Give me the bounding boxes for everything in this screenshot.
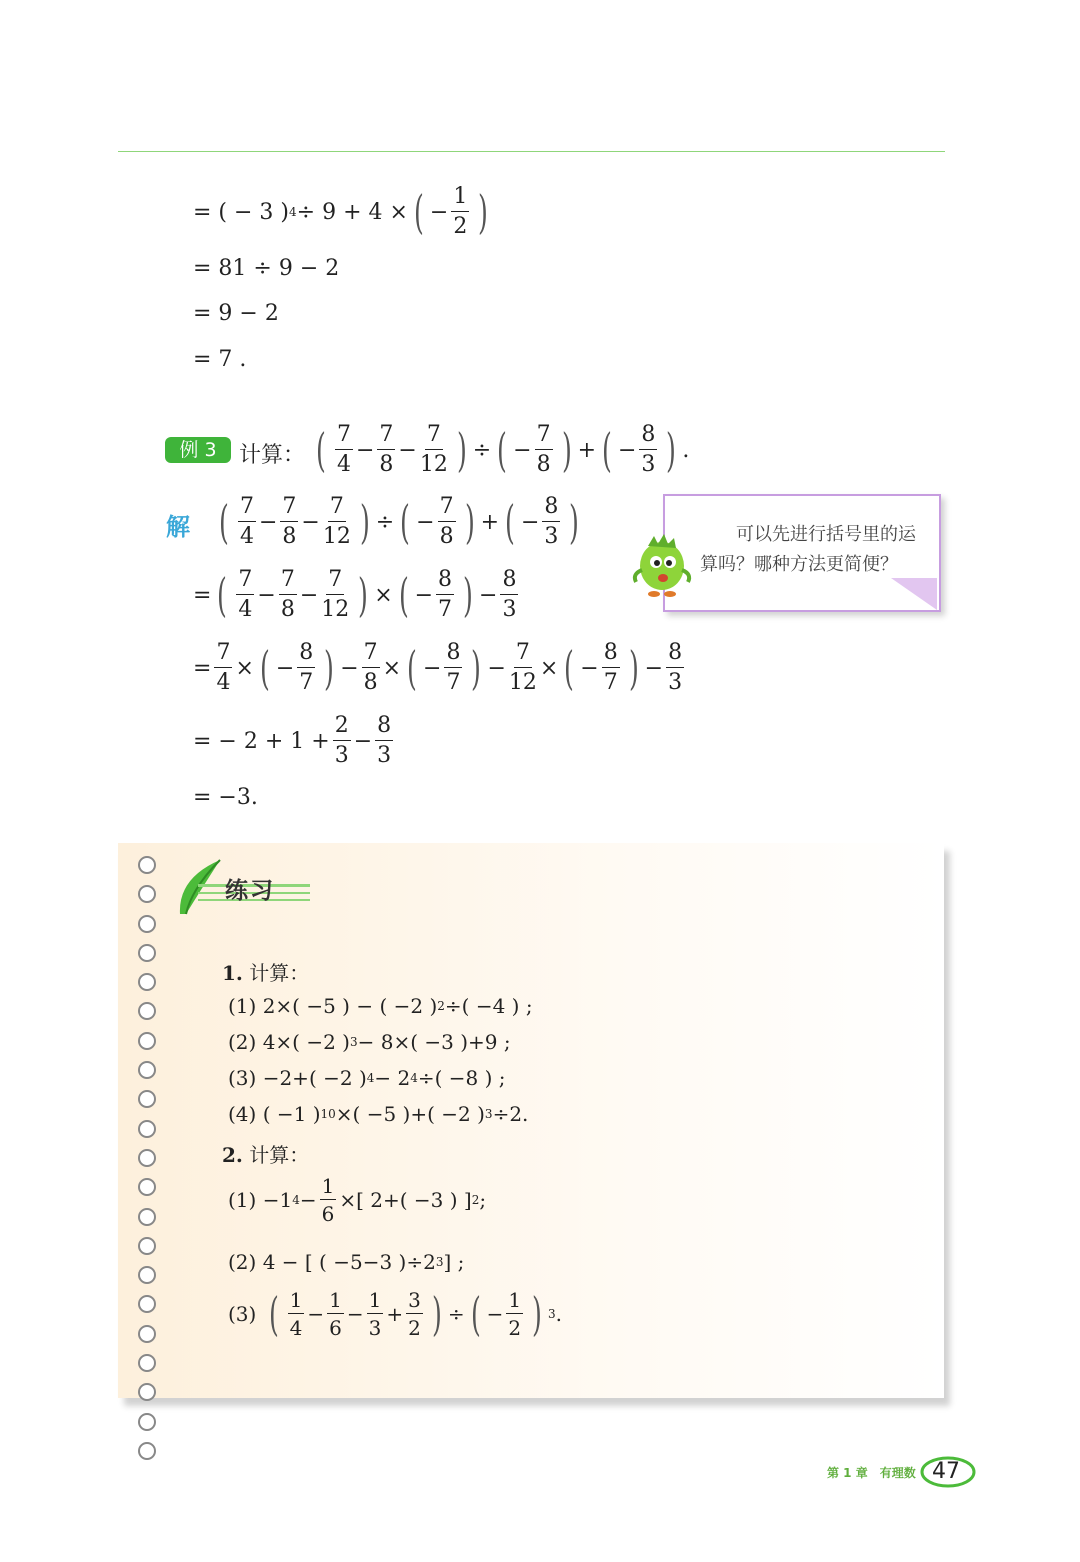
- q1-item-2: (2) 4×( −2 ) 3 − 8×( −3 )+9 ;: [228, 1030, 511, 1054]
- solution-line-2: = ( $\frac{7}{4}$ − $\frac{7}{8}$ − $\frac{7}{12}$ ) × ( − $\frac{8}{7}$ ) − $\frac{8}{3}$: [193, 567, 517, 622]
- fraction: $\frac{1}{2}$: [453, 184, 468, 239]
- question-2-header: 2. 计算：: [222, 1143, 310, 1167]
- solution-final: = −3.: [193, 785, 258, 810]
- q2-item-3: (3) ( $\frac{1}{4}$ − $\frac{1}{6}$ − $\frac{1}{3}$ + $\frac{3}{2}$ ) ÷ ( − $\frac{1}{2}$ ) 3 .: [228, 1287, 563, 1341]
- step-line-2: = 81 ÷ 9 − 2: [193, 256, 340, 281]
- q2-item-1: (1) −1 4 − $\frac{1}{6}$ ×[ 2+( −3 ) ] 2 ;: [228, 1174, 487, 1226]
- step-line-4: = 7 .: [193, 347, 247, 372]
- q1-item-1: (1) 2×( −5 ) − ( −2 ) 2 ÷( −4 ) ;: [228, 994, 533, 1018]
- solution-line-4: = − 2 + 1 + $\frac{2}{3}$ − $\frac{8}{3}$: [193, 713, 392, 768]
- example-label: 计算：: [239, 443, 306, 468]
- mascot-icon: [628, 530, 698, 600]
- q2-item-2: (2) 4 − [ ( −5−3 )÷2 3 ] ;: [228, 1250, 465, 1274]
- page-number: 47: [932, 1459, 960, 1484]
- chapter-label: 第 1 章 有理数: [827, 1466, 916, 1480]
- tip-note-text: 可以先进行括号里的运 算吗？哪种方法更简便？: [700, 524, 916, 575]
- example-expression: ( $\frac{7}{4}$ − $\frac{7}{8}$ − $\frac{7}{12}$ ) ÷ ( − $\frac{7}{8}$ ) + ( − $\frac{8}{3}$ ) .: [316, 422, 690, 477]
- step-line-1: = ( − 3 ) 4 ÷ 9 + 4 × ( − $\frac{1}{2}$ ): [193, 184, 489, 239]
- q1-item-4: (4) ( −1 ) 10 ×( −5 )+( −2 ) 3 ÷2.: [228, 1102, 529, 1126]
- example-badge: 例 3: [165, 437, 231, 463]
- solution-line-3: = $\frac{7}{4}$ × ( − $\frac{8}{7}$ ) − $\frac{7}{8}$ × ( − $\frac{8}{7}$ ) − $\frac{7}{12}$ × ( − $\frac{8}{7}$ ) − $\frac{8}{3}$: [193, 640, 683, 695]
- q1-item-3: (3) −2+( −2 ) 4 − 2 4 ÷( −8 ) ;: [228, 1066, 506, 1090]
- step-line-3: = 9 − 2: [193, 301, 279, 326]
- note-fold: [891, 578, 937, 610]
- question-1-header: 1. 计算：: [222, 961, 310, 985]
- practice-title: 练习: [225, 878, 275, 904]
- binder-rings: [138, 856, 160, 1471]
- header-rule: [118, 151, 945, 152]
- solution-line-1: ( $\frac{7}{4}$ − $\frac{7}{8}$ − $\frac{7}{12}$ ) ÷ ( − $\frac{7}{8}$ ) + ( − $\frac{8}{3}$ ): [219, 494, 580, 549]
- solution-label: 解: [166, 513, 190, 541]
